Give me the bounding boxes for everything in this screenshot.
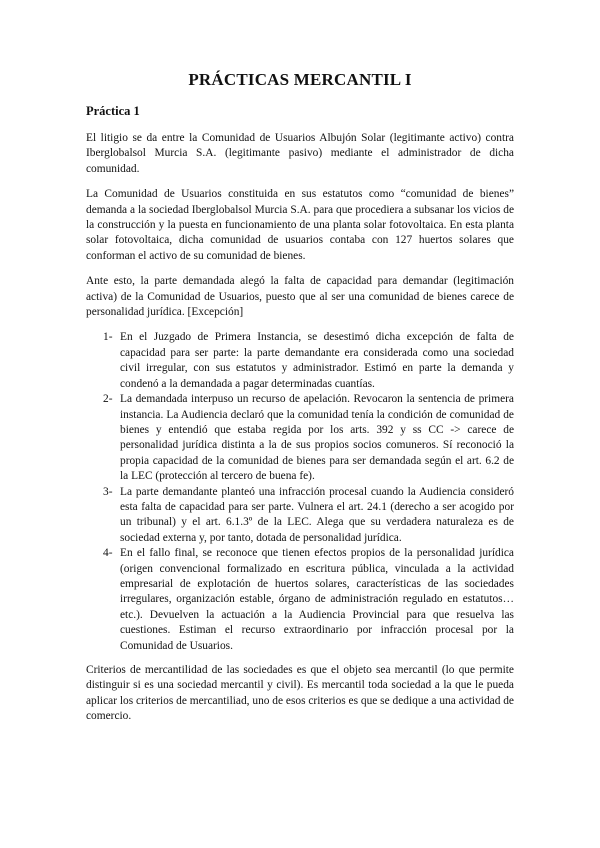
list-item-text: La demandada interpuso un recurso de apelación. Revocaron la sentencia de primera instancia. La Audiencia declaró que la comunidad tenía la condición de comunidad de bienes y entendió que estaba regida por los arts. 392 y ss CC -> carece de personalidad jurídica distinta a la de sus propios socios comuneros. Sí reconoció la propia capacidad de la comunidad de bienes para ser demandada según el art. 6.2 de la LEC (protección al tercero de buena fe). — [120, 393, 514, 483]
list-item — [86, 546, 514, 654]
list-item-text: En el fallo final, se reconoce que tienen efectos propios de la personalidad jurídica (origen convencional formalizado en escritura pública, vinculada a la actividad empresarial de explotación de huertos solares, características de las sociedades irregulares, organización estable, órgano de administración regulado en estatutos… etc.). Devuelven la actuación a la Audiencia Provincial para que resuelva las cuestiones. Estiman el recurso extraordinario por infracción procesal por la Comunidad de Usuarios. — [120, 547, 514, 652]
list-item-number: 2- — [103, 393, 113, 406]
list-item-number: 3- — [103, 485, 113, 498]
list-item — [86, 330, 514, 392]
list-item — [86, 485, 514, 547]
paragraph-exception: Ante esto, la parte demandada alegó la falta de capacidad para demandar (legitimación activa) de la Comunidad de Usuarios, puesto que al ser una comunidad de bienes carece de personalidad jurídica. [Excepción] — [86, 275, 514, 319]
paragraph-intro: El litigio se da entre la Comunidad de Usuarios Albujón Solar (legitimante activo) contra Iberglobalsol Murcia S.A. (legitimante pasivo) mediante el administrador de dicha comunidad. — [86, 132, 514, 175]
list-item-number: 4- — [103, 547, 113, 560]
procedure-list — [86, 330, 514, 654]
list-item-text: En el Juzgado de Primera Instancia, se desestimó dicha excepción de falta de capacidad para ser parte: la parte demandante era considerada como una sociedad civil irregular, con sus estatutos y administrador. Estimó en parte la demanda y condenó a la demandada a pagar determinadas cuantías. — [120, 331, 514, 390]
page-title: PRÁCTICAS MERCANTIL I — [188, 70, 412, 89]
paragraph-criteria: Criterios de mercantilidad de las sociedades es que el objeto sea mercantil (lo que permite distinguir si es una sociedad mercantil y civil). Es mercantil toda sociedad a la que le pueda aplicar los criterios de mercantiliad, uno de esos criterios es que se dedique a una actividad de comercio. — [86, 664, 514, 723]
list-item-text: La parte demandante planteó una infracción procesal cuando la Audiencia consideró esta falta de capacidad para ser parte. Vulnera el art. 24.1 (derecho a ser acogido por un tribunal) y el art. 6.1.3º de la LEC. Alega que su verdadera naturaleza es de sociedad externa y, por tanto, dotada de personalidad jurídica. — [120, 485, 514, 544]
document-page — [86, 70, 514, 735]
list-item — [86, 392, 514, 484]
list-item-number: 1- — [103, 331, 113, 344]
section-heading: Práctica 1 — [86, 104, 140, 118]
paragraph-demand: La Comunidad de Usuarios constituida en sus estatutos como “comunidad de bienes” demanda a la sociedad Iberglobalsol Murcia S.A. para que procediera a subsanar los vicios de la construcción y la puesta en funcionamiento de una planta solar fotovoltaica. En esta planta solar fotovoltaica, dicha comunidad de usuarios contaba con 127 huertos solares que conforman el activo de su comunidad de bienes. — [86, 188, 514, 262]
